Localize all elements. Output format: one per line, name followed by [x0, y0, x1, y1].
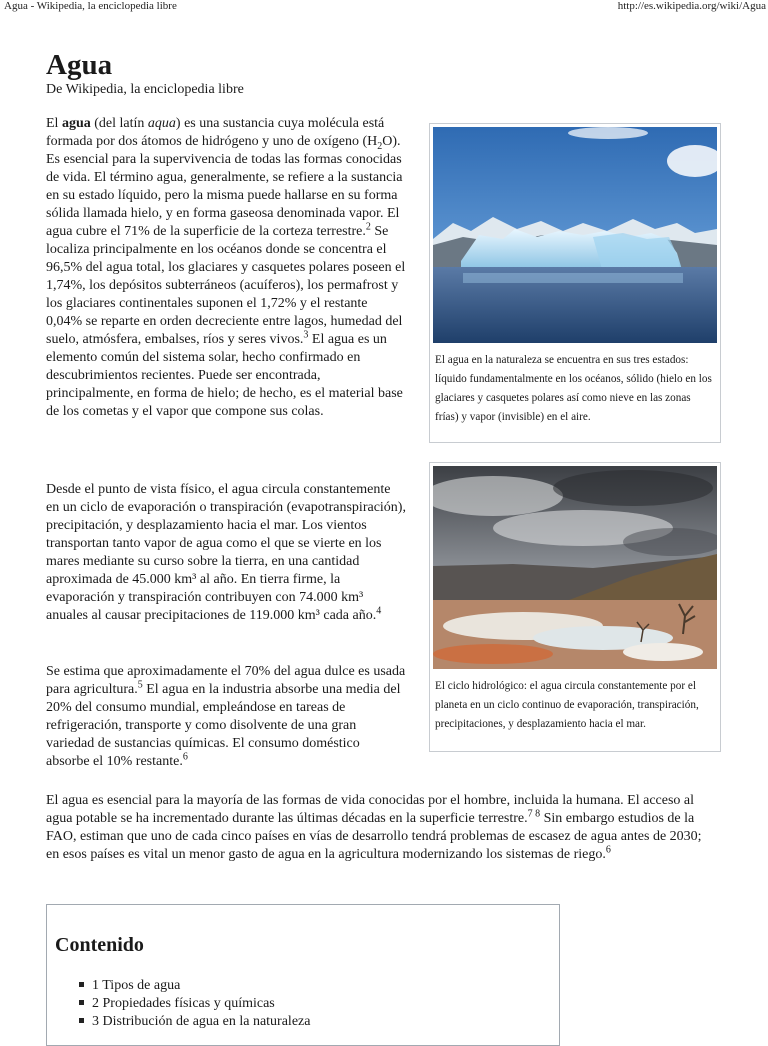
reference-link[interactable]: 6: [182, 751, 188, 763]
toc-item[interactable]: [67, 1013, 310, 1031]
reference-link[interactable]: 2: [365, 221, 371, 233]
toc-item-label: 1 Tipos de agua: [92, 978, 181, 993]
bullet-icon: [79, 982, 84, 987]
usage-paragraph: [46, 663, 406, 771]
text-run: El agua es esencial para la mayoría de las formas de vida conocidas por el hombre, incluida la humana. El acceso al agua potable se ha incrementado durante las últimas décadas en la superficie terrestre.: [46, 793, 695, 826]
text-run: El: [46, 116, 62, 131]
text-run: Desde el punto de vista físico, el agua circula constantemente en un ciclo de evaporación o transpiración (evapotranspiración), precipitación, y desplazamiento hacia el mar. Los vientos transportan tanto vapor de agua como el que se vierte en los mares mediante su curso sobre la tierra, en una cantidad aproximada de 45.000 km³ al año. En tierra firme, la evaporación y transpiración contribuyen con 74.000 km³ anuales al causar precipitaciones de 119.000 km³ cada año.: [46, 482, 406, 623]
bullet-icon: [79, 1018, 84, 1023]
table-of-contents: [46, 904, 560, 1046]
article-subtitle: De Wikipedia, la enciclopedia libre: [46, 82, 244, 97]
toc-list: [67, 977, 310, 1031]
article-title: Agua: [46, 49, 113, 81]
text-run: Sin embargo estudios de la FAO, estiman que uno de cada cinco países en vías de desarrollo tendrá problemas de escasez de agua antes de 2030; en esos países es vital un menor gasto de agua en la agricultura modernizando los sistemas de riego.: [46, 811, 702, 862]
toc-heading: Contenido: [55, 934, 144, 956]
figure-glacier: [429, 123, 721, 443]
text-run: O). Es esencial para la supervivencia de todas las formas conocidas de vida. El término agua, generalmente, se refiere a la sustancia en su estado líquido, pero la misma puede hallarse en su forma sólida llamada hielo, y en forma gaseosa denominada vapor. El agua cubre el 71% de la superficie de la corteza terrestre.: [46, 134, 403, 239]
toc-item[interactable]: [67, 995, 310, 1013]
page-url: http://es.wikipedia.org/wiki/Agua: [617, 0, 766, 12]
reference-link[interactable]: 3: [303, 329, 309, 341]
bold-term: agua: [61, 116, 91, 131]
reference-link[interactable]: 4: [376, 605, 382, 617]
reference-link[interactable]: 7 8: [527, 808, 541, 820]
page-title-header: Agua - Wikipedia, la enciclopedia libre: [4, 0, 177, 12]
hydrological-cycle-image[interactable]: [433, 466, 717, 669]
figure-caption: El agua en la naturaleza se encuentra en sus tres estados: líquido fundamentalmente en los océanos, sólido (hielo en los glaciares y casquetes polares así como nieve en las zonas frías) y vapor (invisible) en el aire.: [435, 354, 712, 423]
toc-item-label: 3 Distribución de agua en la naturaleza: [92, 1014, 311, 1029]
text-run: ) es una sustancia cuya molécula está formada por dos átomos de hidrógeno y uno de oxígeno (H: [46, 116, 385, 149]
text-run: Se localiza principalmente en los océanos donde se concentra el 96,5% del agua total, los glaciares y casquetes polares poseen el 1,74%, los depósitos subterráneos (acuíferos), los permafrost y los glaciares continentales suponen el 1,72% y el restante 0,04% se reparte en orden decreciente entre lagos, humedad del suelo, atmósfera, embalses, ríos y seres vivos.: [46, 224, 406, 347]
glacier-image[interactable]: [433, 127, 717, 343]
life-paragraph: [46, 792, 712, 864]
intro-paragraph: [46, 115, 406, 421]
text-run: (del latín: [90, 116, 148, 131]
text-run: El agua en la industria absorbe una media del 20% del consumo mundial, empleándose en tareas de refrigeración, transporte y como disolvente de una gran variedad de sustancias químicas. El consumo doméstico absorbe el 10% restante.: [46, 682, 401, 769]
text-run: Se estima que aproximadamente el 70% del agua dulce es usada para agricultura.: [46, 664, 406, 697]
latin-term-link[interactable]: aqua: [147, 116, 176, 131]
toc-item-label: 2 Propiedades físicas y químicas: [92, 996, 275, 1011]
reference-link[interactable]: 6: [605, 844, 611, 856]
reference-link[interactable]: 5: [137, 679, 143, 691]
bullet-icon: [79, 1000, 84, 1005]
subscript: 2: [377, 140, 383, 152]
figure-hydrological-cycle: [429, 462, 721, 752]
text-run: El agua es un elemento común del sistema solar, hecho confirmado en descubrimientos recientes. Puede ser encontrada, principalmente, en forma de hielo; de hecho, es el material base de los cometas y el vapor que compone sus colas.: [46, 332, 403, 419]
figure-caption: El ciclo hidrológico: el agua circula constantemente por el planeta en un ciclo continuo de evaporación, transpiración, precipitaciones, y desplazamiento hacia el mar.: [435, 680, 699, 730]
print-header: [0, 0, 768, 14]
toc-item[interactable]: [67, 977, 310, 995]
physical-paragraph: [46, 481, 406, 625]
